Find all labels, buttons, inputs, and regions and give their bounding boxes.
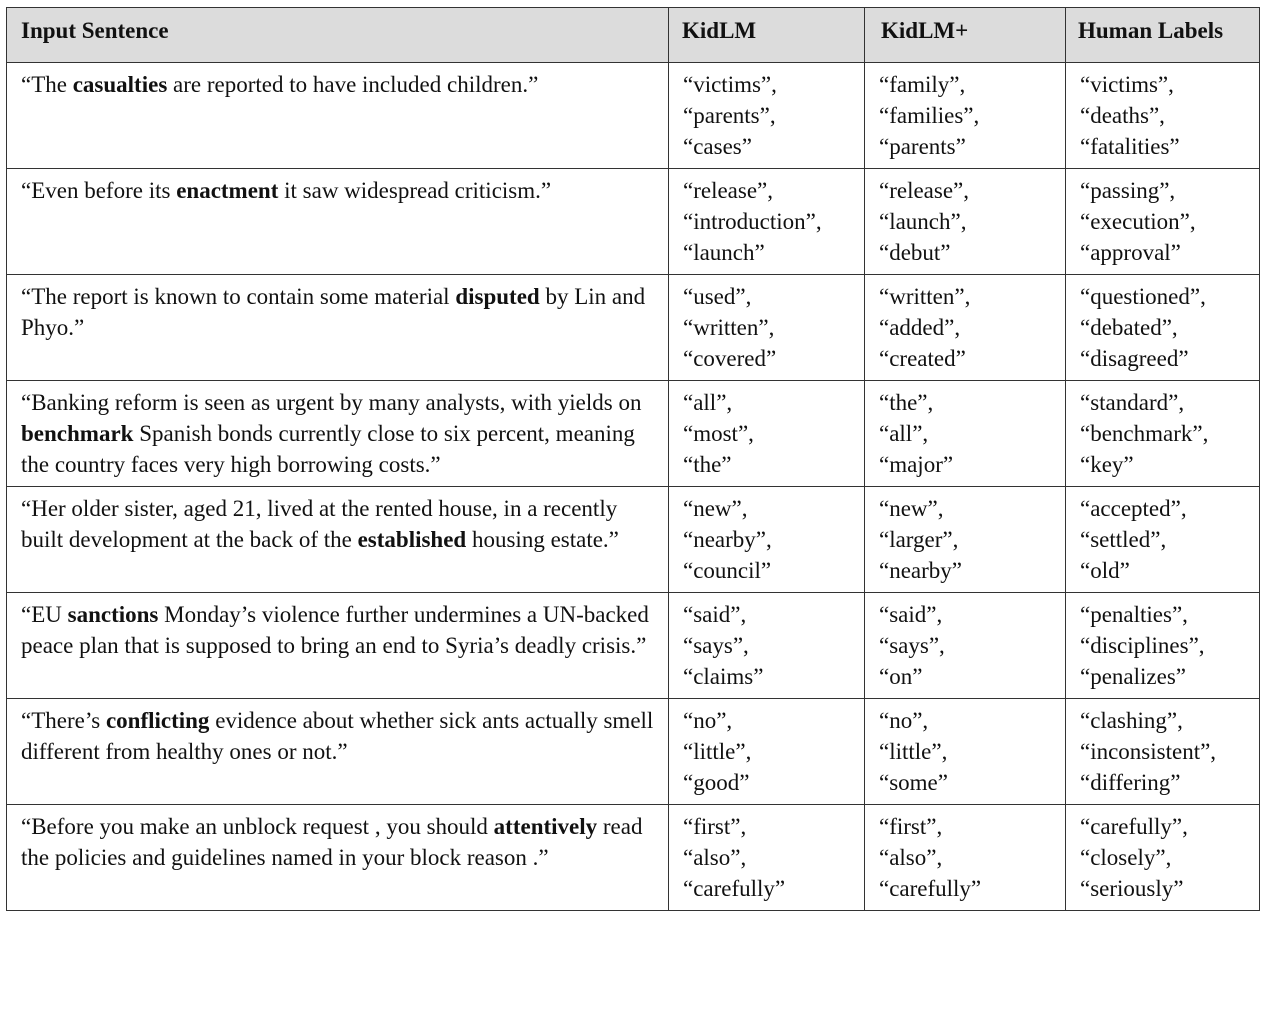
input-sentence-cell — [7, 805, 669, 911]
header-kidlm: KidLM — [669, 8, 865, 63]
candidate-word: “nearby” — [879, 558, 962, 583]
sentence-text-before: “There’s — [21, 708, 106, 733]
candidate-word: “the” — [683, 452, 732, 477]
table-row — [7, 275, 1260, 381]
target-word: casualties — [72, 72, 168, 97]
human-labels-cell — [1066, 381, 1260, 487]
kidlm-cell — [669, 169, 865, 275]
candidate-word: “victims”, — [683, 72, 777, 97]
kidlm-cell — [669, 63, 865, 169]
candidate-word: “differing” — [1080, 770, 1181, 795]
candidate-word: “most”, — [683, 421, 754, 446]
candidate-word: “standard”, — [1080, 390, 1185, 415]
kidlm-plus-cell — [865, 275, 1066, 381]
sentence-text-before: “EU — [21, 602, 68, 627]
sentence-text-before: “Banking reform is seen as urgent by many analysts, with yields on — [21, 390, 642, 415]
candidate-word: “all”, — [683, 390, 733, 415]
candidate-word: “closely”, — [1080, 845, 1172, 870]
candidate-word: “debated”, — [1080, 315, 1178, 340]
table-row — [7, 487, 1260, 593]
target-word: conflicting — [105, 708, 210, 733]
human-labels-cell — [1066, 169, 1260, 275]
input-sentence-cell — [7, 169, 669, 275]
sentence-text-after: it saw widespread criticism.” — [278, 178, 552, 203]
table-row — [7, 381, 1260, 487]
candidate-word: “claims” — [683, 664, 764, 689]
candidate-word: “says”, — [879, 633, 945, 658]
table-row — [7, 805, 1260, 911]
candidate-word: “approval” — [1080, 240, 1181, 265]
candidate-word: “says”, — [683, 633, 749, 658]
candidate-word: “also”, — [879, 845, 943, 870]
human-labels-cell — [1066, 805, 1260, 911]
candidate-word: “inconsistent”, — [1080, 739, 1217, 764]
candidate-word: “written”, — [879, 284, 971, 309]
target-word: sanctions — [67, 602, 159, 627]
human-labels-cell — [1066, 63, 1260, 169]
table-row — [7, 593, 1260, 699]
sentence-text-after: are reported to have included children.” — [167, 72, 539, 97]
candidate-word: “victims”, — [1080, 72, 1174, 97]
kidlm-plus-cell — [865, 487, 1066, 593]
candidate-word: “questioned”, — [1080, 284, 1206, 309]
candidate-word: “penalties”, — [1080, 602, 1188, 627]
candidate-word: “little”, — [879, 739, 948, 764]
kidlm-plus-cell — [865, 381, 1066, 487]
candidate-word: “council” — [683, 558, 772, 583]
candidate-word: “new”, — [683, 496, 748, 521]
candidate-word: “debut” — [879, 240, 951, 265]
sentence-text-after: read the policies and guidelines named in your block reason .” — [21, 814, 643, 870]
kidlm-plus-cell — [865, 699, 1066, 805]
candidate-word: “parents”, — [683, 103, 776, 128]
results-table — [6, 7, 1260, 911]
target-word: attentively — [493, 814, 598, 839]
candidate-word: “disagreed” — [1080, 346, 1189, 371]
sentence-text-after: Spanish bonds currently close to six percent, meaning the country faces very high borrowing costs.” — [21, 421, 635, 477]
candidate-word: “said”, — [683, 602, 747, 627]
candidate-word: “all”, — [879, 421, 929, 446]
sentence-text-before: “Even before its — [21, 178, 177, 203]
candidate-word: “execution”, — [1080, 209, 1196, 234]
candidate-word: “new”, — [879, 496, 944, 521]
sentence-text-after: housing estate.” — [466, 527, 619, 552]
candidate-word: “covered” — [683, 346, 777, 371]
kidlm-cell — [669, 805, 865, 911]
human-labels-cell — [1066, 593, 1260, 699]
table-row — [7, 63, 1260, 169]
sentence-text-after: evidence about whether sick ants actually smell different from healthy ones or not.” — [21, 708, 654, 764]
candidate-word: “launch”, — [879, 209, 967, 234]
candidate-word: “release”, — [683, 178, 774, 203]
human-labels-cell — [1066, 487, 1260, 593]
candidate-word: “used”, — [683, 284, 752, 309]
candidate-word: “the”, — [879, 390, 934, 415]
candidate-word: “first”, — [683, 814, 747, 839]
table-body — [7, 63, 1260, 911]
candidate-word: “parents” — [879, 134, 966, 159]
input-sentence-cell — [7, 699, 669, 805]
input-sentence-cell — [7, 63, 669, 169]
kidlm-plus-cell — [865, 593, 1066, 699]
candidate-word: “benchmark”, — [1080, 421, 1209, 446]
sentence-text-after: Monday’s violence further undermines a UN-backed peace plan that is supposed to bring an end to Syria’s deadly crisis.” — [21, 602, 649, 658]
input-sentence-cell — [7, 381, 669, 487]
kidlm-cell — [669, 699, 865, 805]
candidate-word: “no”, — [683, 708, 733, 733]
candidate-word: “carefully” — [683, 876, 786, 901]
target-word: benchmark — [21, 421, 134, 446]
candidate-word: “some” — [879, 770, 948, 795]
candidate-word: “little”, — [683, 739, 752, 764]
candidate-word: “key” — [1080, 452, 1134, 477]
candidate-word: “disciplines”, — [1080, 633, 1205, 658]
candidate-word: “said”, — [879, 602, 943, 627]
candidate-word: “family”, — [879, 72, 966, 97]
sentence-text-before: “The report is known to contain some material — [21, 284, 456, 309]
header-input-sentence: Input Sentence — [7, 8, 669, 63]
table-row — [7, 169, 1260, 275]
candidate-word: “on” — [879, 664, 923, 689]
sentence-text-before: “The — [21, 72, 73, 97]
candidate-word: “fatalities” — [1080, 134, 1180, 159]
candidate-word: “penalizes” — [1080, 664, 1186, 689]
candidate-word: “carefully”, — [1080, 814, 1188, 839]
header-row — [7, 8, 1260, 63]
candidate-word: “accepted”, — [1080, 496, 1187, 521]
candidate-word: “written”, — [683, 315, 775, 340]
target-word: enactment — [176, 178, 279, 203]
candidate-word: “added”, — [879, 315, 961, 340]
candidate-word: “deaths”, — [1080, 103, 1165, 128]
candidate-word: “seriously” — [1080, 876, 1184, 901]
candidate-word: “carefully” — [879, 876, 982, 901]
candidate-word: “first”, — [879, 814, 943, 839]
sentence-text-after: by Lin and Phyo.” — [21, 284, 646, 340]
human-labels-cell — [1066, 275, 1260, 381]
candidate-word: “cases” — [683, 134, 752, 159]
kidlm-cell — [669, 487, 865, 593]
candidate-word: “old” — [1080, 558, 1130, 583]
kidlm-plus-cell — [865, 169, 1066, 275]
candidate-word: “good” — [683, 770, 750, 795]
input-sentence-cell — [7, 487, 669, 593]
kidlm-cell — [669, 275, 865, 381]
candidate-word: “launch” — [683, 240, 765, 265]
table-row — [7, 699, 1260, 805]
kidlm-plus-cell — [865, 805, 1066, 911]
candidate-word: “nearby”, — [683, 527, 772, 552]
candidate-word: “families”, — [879, 103, 980, 128]
human-labels-cell — [1066, 699, 1260, 805]
candidate-word: “also”, — [683, 845, 747, 870]
target-word: established — [357, 527, 467, 552]
target-word: disputed — [455, 284, 540, 309]
candidate-word: “settled”, — [1080, 527, 1167, 552]
candidate-word: “release”, — [879, 178, 970, 203]
candidate-word: “clashing”, — [1080, 708, 1183, 733]
input-sentence-cell — [7, 593, 669, 699]
candidate-word: “passing”, — [1080, 178, 1176, 203]
kidlm-cell — [669, 381, 865, 487]
sentence-text-before: “Her older sister, aged 21, lived at the rented house, in a recently built development at the back of the — [21, 496, 618, 552]
candidate-word: “introduction”, — [683, 209, 822, 234]
kidlm-cell — [669, 593, 865, 699]
sentence-text-before: “Before you make an unblock request , you should — [21, 814, 494, 839]
candidate-word: “created” — [879, 346, 966, 371]
kidlm-plus-cell — [865, 63, 1066, 169]
candidate-word: “major” — [879, 452, 954, 477]
header-human-labels: Human Labels — [1066, 8, 1260, 63]
candidate-word: “no”, — [879, 708, 929, 733]
header-kidlm-plus: KidLM+ — [865, 8, 1066, 63]
input-sentence-cell — [7, 275, 669, 381]
candidate-word: “larger”, — [879, 527, 959, 552]
